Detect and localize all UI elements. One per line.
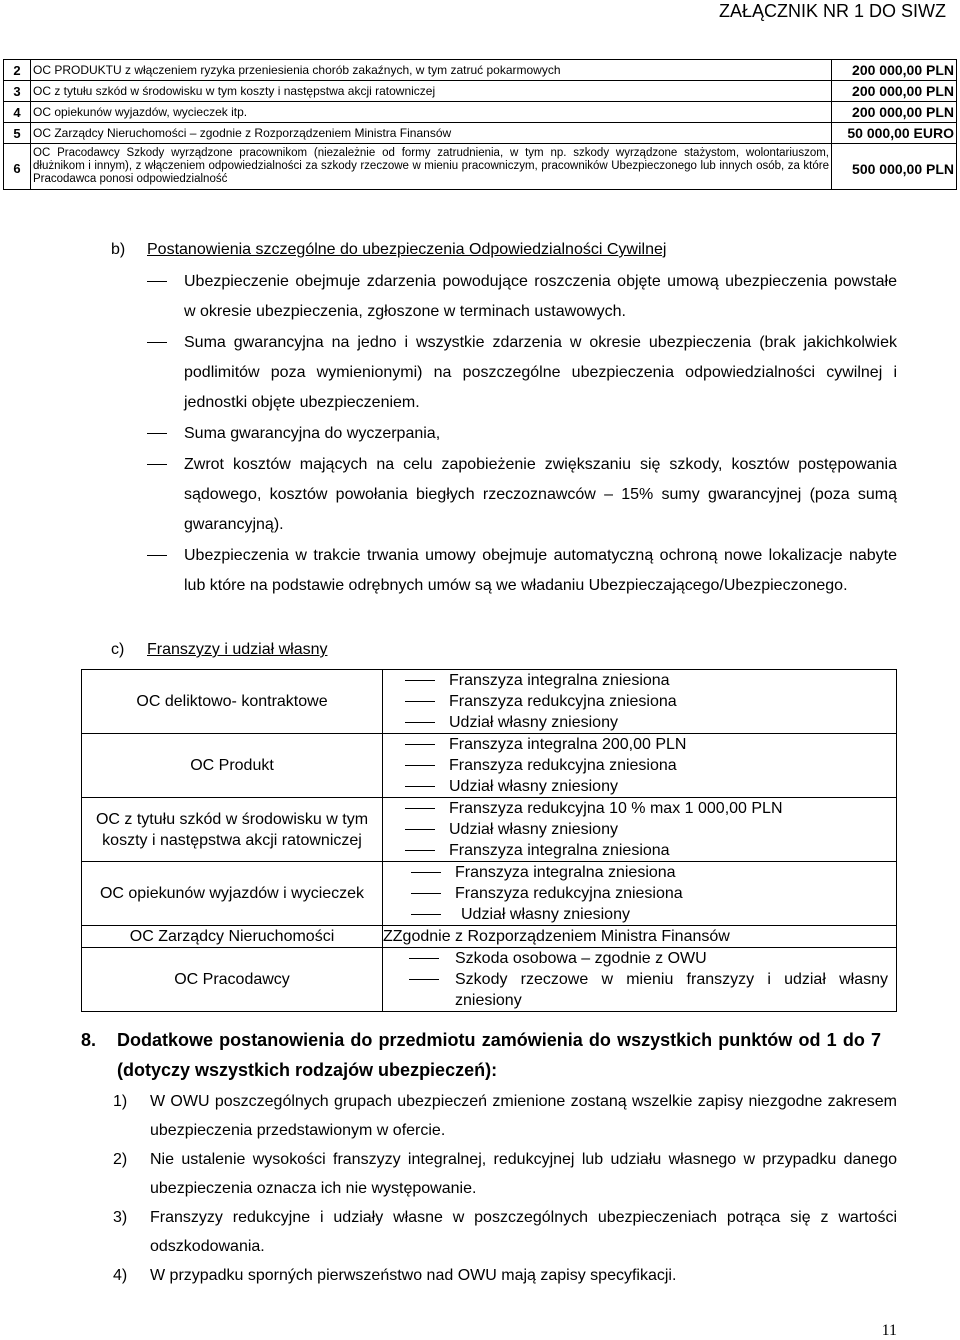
franchise-text: Franszyza redukcyjna zniesiona [449, 757, 677, 774]
row-number: 2 [4, 60, 31, 81]
franchise-cell [383, 798, 897, 862]
table-row [4, 144, 957, 190]
row-sum: 200 000,00 PLN [832, 60, 957, 81]
table-row [82, 798, 897, 862]
insurance-name: OC opiekunów wyjazdów i wycieczek [82, 862, 383, 926]
row-sum: 500 000,00 PLN [832, 144, 957, 190]
dash-bullet [411, 914, 441, 915]
row-number: 4 [4, 102, 31, 123]
franchise-line [405, 840, 888, 861]
franchise-line [405, 712, 888, 733]
section-b-heading [111, 240, 666, 260]
dash-bullet [405, 786, 435, 787]
item-text: W OWU poszczególnych grupach ubezpieczeń zmienione zostaną wszelkie zapisy niezgodne zakresem ubezpieczenia przedstawionym w ofercie. [150, 1093, 897, 1139]
item-number: 3) [113, 1209, 128, 1226]
list-item [113, 1261, 897, 1290]
franchise-text: Udział własny zniesiony [449, 821, 618, 838]
dash-bullet [411, 872, 441, 873]
bullet-text: Suma gwarancyjna do wyczerpania, [184, 425, 441, 442]
bullet-text: Suma gwarancyjna na jedno i wszystkie zdarzenia w okresie ubezpieczenia (brak jakichkolwiek podlimitów poza wymienionymi) na poszczególne ubezpieczenia odpowiedzialności cywilnej i jednostki objęte ubezpieczeniem. [184, 334, 897, 411]
bullet-text: Zwrot kosztów mających na celu zapobieżenie zwiększaniu się szkody, kosztów postępowania sądowego, kosztów powołania biegłych rzeczoznawców – 15% sumy gwarancyjnej (poza sumą gwarancyjną). [184, 456, 897, 533]
dash-bullet [147, 555, 167, 556]
franchise-text: ZZgodnie z Rozporządzeniem Ministra Finansów [383, 928, 730, 945]
franchise-table [81, 669, 897, 1012]
franchise-line [405, 819, 888, 840]
section-8-list [113, 1087, 897, 1290]
dash-bullet [405, 829, 435, 830]
dash-bullet [405, 680, 435, 681]
row-description: OC opiekunów wyjazdów, wycieczek itp. [31, 102, 832, 123]
item-number: 4) [113, 1267, 128, 1284]
dash-bullet [147, 464, 167, 465]
franchise-cell [383, 862, 897, 926]
insurance-name: OC Produkt [82, 734, 383, 798]
section-title: Dodatkowe postanowienia do przedmiotu zamówienia do wszystkich punktów od 1 do 7 (dotyczy wszystkich rodzajów ubezpieczeń): [117, 1030, 881, 1080]
insurance-name: OC Pracodawcy [82, 948, 383, 1012]
list-item [113, 1203, 897, 1261]
row-number: 3 [4, 81, 31, 102]
dash-bullet [409, 979, 439, 980]
franchise-cell [383, 926, 897, 948]
section-label: c) [111, 641, 125, 658]
list-item [147, 450, 897, 540]
list-item [147, 541, 897, 601]
list-item [113, 1087, 897, 1145]
franchise-line [405, 798, 888, 819]
table-row [4, 102, 957, 123]
list-item [147, 328, 897, 418]
section-label: b) [111, 241, 126, 258]
dash-bullet [405, 765, 435, 766]
section-title: Postanowienia szczególne do ubezpieczenia Odpowiedzialności Cywilnej [147, 241, 667, 258]
item-number: 2) [113, 1151, 128, 1168]
franchise-line [405, 670, 888, 691]
table-row [82, 948, 897, 1012]
franchise-text: Franszyza integralna zniesiona [449, 842, 670, 859]
section-b-bullets [147, 267, 897, 602]
document-header: ZAŁĄCZNIK NR 1 DO SIWZ [718, 1, 946, 21]
row-sum: 200 000,00 PLN [832, 102, 957, 123]
franchise-line [411, 883, 888, 904]
item-text: W przypadku sporných pierwszeństwo nad OWU mają zapisy specyfikacji. [150, 1267, 677, 1284]
franchise-line [405, 776, 888, 797]
coverage-table [3, 59, 957, 190]
item-text: Nie ustalenie wysokości franszyzy integralnej, redukcyjnej lub udziału własnego w przypadku danego ubezpieczenia oznacza ich nie występowanie. [150, 1151, 897, 1197]
row-sum: 200 000,00 PLN [832, 81, 957, 102]
dash-bullet [147, 342, 167, 343]
dash-bullet [405, 850, 435, 851]
franchise-text: Franszyza redukcyjna zniesiona [455, 885, 683, 902]
section-c-heading [111, 640, 328, 660]
franchise-text: Franszyza redukcyjna zniesiona [449, 693, 677, 710]
franchise-line [409, 948, 888, 969]
franchise-text: Udział własny zniesiony [449, 778, 618, 795]
dash-bullet [411, 893, 441, 894]
franchise-text: Franszyza redukcyjna 10 % max 1 000,00 PLN [449, 800, 783, 817]
franchise-line [405, 691, 888, 712]
item-number: 1) [113, 1093, 128, 1110]
row-description: OC Pracodawcy Szkody wyrządzone pracownikom (niezależnie od formy zatrudnienia, w tym np. szkody wyrządzone stażystom, wolontariuszom, dłużnikom i innym), z włączeniem odpowiedzialności za szkody rzeczowe w mieniu pracowniczym, pracowników Ubezpieczonego lub innych osób, za które Pracodawca ponosi odpowiedzialność [31, 144, 832, 190]
franchise-text: Szkoda osobowa – zgodnie z OWU [455, 950, 707, 967]
insurance-name: OC Zarządcy Nieruchomości [82, 926, 383, 948]
bullet-text: Ubezpieczenie obejmuje zdarzenia powodujące roszczenia objęte umową ubezpieczenia powstałe w okresie ubezpieczenia, zgłoszone w terminach ustawowych. [184, 273, 897, 320]
dash-bullet [405, 744, 435, 745]
table-row [82, 862, 897, 926]
row-description: OC PRODUKTU z włączeniem ryzyka przeniesienia chorób zakaźnych, w tym zatruć pokarmowych [31, 60, 832, 81]
row-sum: 50 000,00 EURO [832, 123, 957, 144]
section-number: 8. [81, 1030, 97, 1050]
row-number: 5 [4, 123, 31, 144]
franchise-text: Franszyza integralna zniesiona [455, 864, 676, 881]
list-item [147, 267, 897, 327]
row-description: OC Zarządcy Nieruchomości – zgodnie z Rozporządzeniem Ministra Finansów [31, 123, 832, 144]
dash-bullet [405, 722, 435, 723]
franchise-cell [383, 670, 897, 734]
franchise-line [411, 904, 888, 925]
dash-bullet [409, 958, 439, 959]
page-number: 11 [881, 1322, 897, 1339]
row-number: 6 [4, 144, 31, 190]
table-row [4, 60, 957, 81]
bullet-text: Ubezpieczenia w trakcie trwania umowy obejmuje automatyczną ochroną nowe lokalizacje nabyte lub które na podstawie odrębnych umów są we władaniu Ubezpieczającego/Ubezpieczonego. [184, 547, 897, 594]
insurance-name: OC z tytułu szkód w środowisku w tym koszty i następstwa akcji ratowniczej [82, 798, 383, 862]
franchise-line [405, 755, 888, 776]
dash-bullet [147, 433, 167, 434]
section-8-heading [81, 1025, 881, 1085]
row-description: OC z tytułu szkód w środowisku w tym koszty i następstwa akcji ratowniczej [31, 81, 832, 102]
list-item [147, 419, 897, 449]
franchise-line [405, 734, 888, 755]
item-text: Franszyzy redukcyjne i udziały własne w poszczególnych ubezpieczeniach potrąca się z wartości odszkodowania. [150, 1209, 897, 1255]
table-row [82, 734, 897, 798]
table-row [82, 670, 897, 734]
table-row [4, 81, 957, 102]
franchise-text: Udział własny zniesiony [461, 906, 630, 923]
franchise-cell [383, 734, 897, 798]
franchise-text: Szkody rzeczowe w mieniu franszyzy i udział własny zniesiony [455, 971, 888, 1009]
dash-bullet [147, 281, 167, 282]
section-title: Franszyzy i udział własny [147, 641, 328, 658]
franchise-text: Franszyza integralna 200,00 PLN [449, 736, 687, 753]
franchise-text: Udział własny zniesiony [449, 714, 618, 731]
insurance-name: OC deliktowo- kontraktowe [82, 670, 383, 734]
dash-bullet [405, 808, 435, 809]
table-row [82, 926, 897, 948]
franchise-line [409, 969, 888, 1011]
franchise-cell [383, 948, 897, 1012]
dash-bullet [405, 701, 435, 702]
franchise-text: Franszyza integralna zniesiona [449, 672, 670, 689]
list-item [113, 1145, 897, 1203]
franchise-line [411, 862, 888, 883]
table-row [4, 123, 957, 144]
